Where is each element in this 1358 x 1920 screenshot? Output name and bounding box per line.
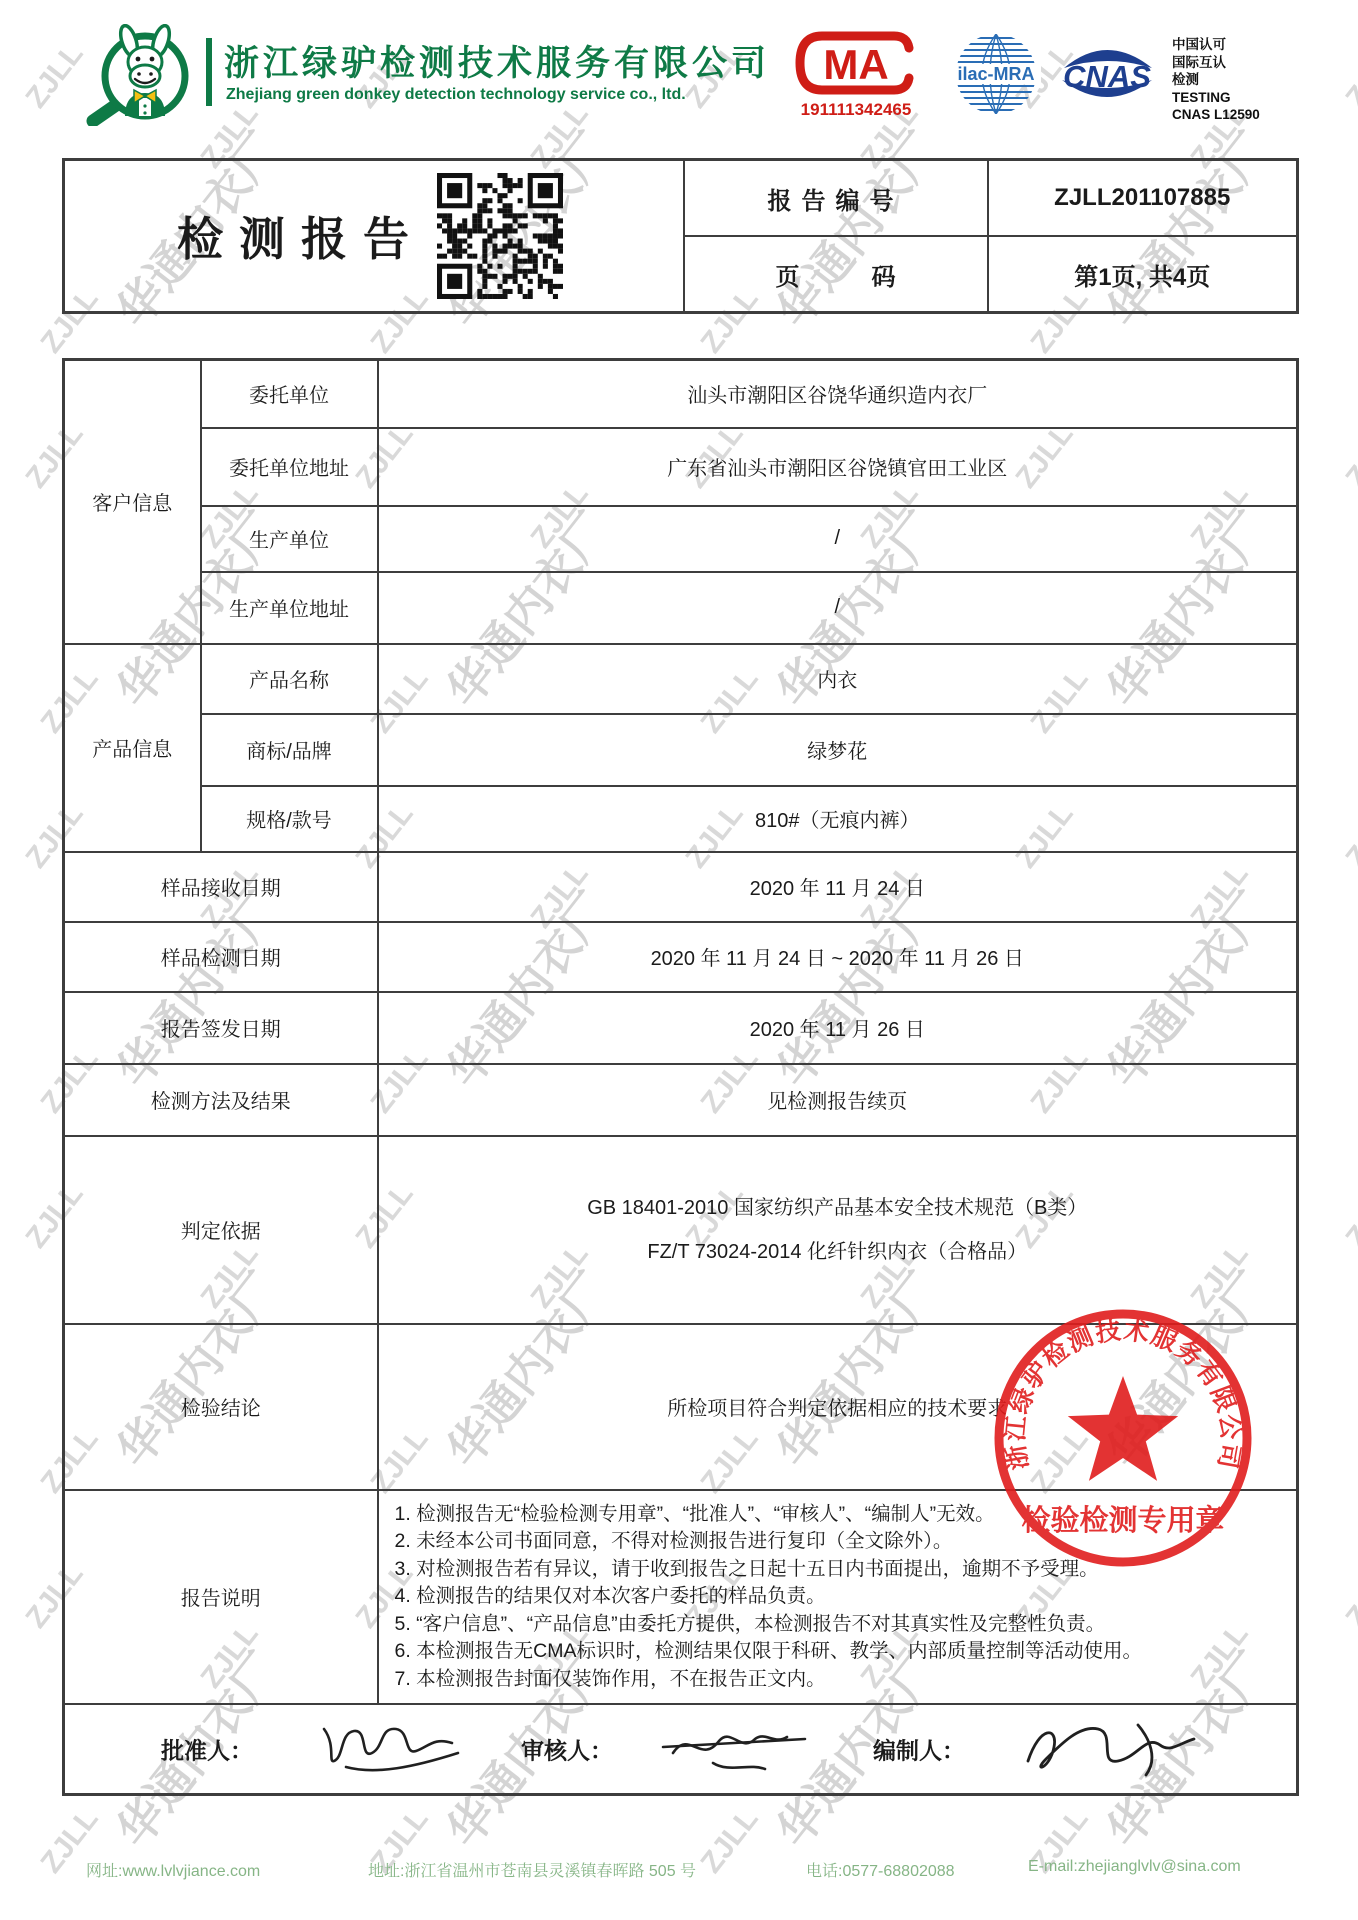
- accreditation-text: [1172, 36, 1260, 124]
- note-item: 5. “客户信息”、“产品信息”由委托方提供，本检测报告不对其真实性及完整性负责。: [394, 1612, 1106, 1635]
- accreditation-line: 检测: [1172, 72, 1199, 87]
- footer-phone: 电话:0577-68802088: [806, 1863, 955, 1880]
- company-name-en: Zhejiang green donkey detection technology service co., ltd.: [226, 86, 686, 103]
- info-table: [62, 358, 1299, 1796]
- row-value: 广东省汕头市潮阳区谷饶镇官田工业区: [378, 428, 1298, 506]
- inspection-stamp: [990, 1305, 1256, 1571]
- donkey-logo-icon: [73, 24, 195, 126]
- row-value: /: [378, 506, 1298, 572]
- row-label: 商标/品牌: [201, 714, 378, 786]
- company-name-cn: 浙江绿驴检测技术服务有限公司: [224, 44, 771, 83]
- row-label: 生产单位: [201, 506, 378, 572]
- ilac-mra-mark-icon: [948, 30, 1044, 118]
- row-value: /: [378, 572, 1298, 644]
- basis-value: [378, 1136, 1298, 1324]
- basis-line-2: FZ/T 73024-2014 化纤针织内衣（合格品）: [647, 1240, 1028, 1263]
- row-label: 样品检测日期: [64, 922, 378, 992]
- accreditation-line: CNAS L12590: [1172, 107, 1260, 122]
- footer-email: E-mail:zhejianglvlv@sina.com: [1028, 1858, 1241, 1875]
- svg-text:ilac-MRA: ilac-MRA: [957, 64, 1035, 84]
- row-label: 检测方法及结果: [64, 1064, 378, 1136]
- approver-signature: [310, 1715, 470, 1781]
- row-label: 检验结论: [64, 1324, 378, 1490]
- row-value: 2020 年 11 月 24 日: [378, 852, 1298, 922]
- row-label: 委托单位地址: [201, 428, 378, 506]
- stamp-star-icon: [1068, 1376, 1178, 1481]
- row-value: 810#（无痕内裤）: [378, 786, 1298, 852]
- row-value: 2020 年 11 月 26 日: [378, 992, 1298, 1064]
- note-item: 1. 检测报告无“检验检测专用章”、“批准人”、“审核人”、“编制人”无效。: [394, 1502, 995, 1525]
- section-product: 产品信息: [64, 644, 201, 852]
- row-value: 见检测报告续页: [378, 1064, 1298, 1136]
- cma-mark-icon: [786, 28, 926, 98]
- footer-website: 网址:www.lvlvjiance.com: [86, 1863, 261, 1880]
- accreditation-line: 国际互认: [1172, 54, 1226, 70]
- svg-text:MA: MA: [823, 41, 889, 88]
- row-label: 判定依据: [64, 1136, 378, 1324]
- note-item: 4. 检测报告的结果仅对本次客户委托的样品负责。: [394, 1585, 826, 1607]
- report-no-value: ZJLL201107885: [1054, 184, 1231, 211]
- row-label: 委托单位: [201, 360, 378, 428]
- row-label: 产品名称: [201, 644, 378, 714]
- note-item: 7. 本检测报告封面仅装饰作用，不在报告正文内。: [394, 1667, 826, 1690]
- note-item: 3. 对检测报告若有异议，请于收到报告之日起十五日内书面提出，逾期不予受理。: [394, 1557, 1099, 1580]
- accreditation-line: 中国认可: [1172, 37, 1226, 52]
- approver-label: 批准人：: [161, 1737, 253, 1764]
- brand-divider: [206, 38, 212, 106]
- note-item: 6. 本检测报告无CMA标识时，检测结果仅限于科研、教学、内部质量控制等活动使用。: [394, 1640, 1143, 1662]
- row-label: 生产单位地址: [201, 572, 378, 644]
- row-value: 汕头市潮阳区谷饶华通织造内衣厂: [378, 360, 1298, 428]
- cma-number: 191111342465: [800, 100, 912, 119]
- svg-text:CNAS: CNAS: [1063, 59, 1151, 94]
- row-label: 报告签发日期: [64, 992, 378, 1064]
- qr-code: [437, 173, 563, 299]
- section-customer: 客户信息: [64, 360, 201, 644]
- row-label: 报告说明: [64, 1490, 378, 1705]
- compiler-signature: [1010, 1715, 1210, 1785]
- row-value: 2020 年 11 月 24 日 ~ 2020 年 11 月 26 日: [378, 922, 1298, 992]
- row-value: 绿梦花: [378, 714, 1298, 786]
- title-block: [62, 158, 1299, 314]
- signature-row: [64, 1704, 1298, 1795]
- row-value: 内衣: [378, 644, 1298, 714]
- stamp-bottom-text: 检验检测专用章: [1021, 1505, 1225, 1537]
- note-item: 2. 未经本公司书面同意，不得对检测报告进行复印（全文除外）。: [394, 1530, 953, 1552]
- conclusion-value: 所检项目符合判定依据相应的技术要求: [378, 1324, 1298, 1490]
- compiler-label: 编制人：: [873, 1737, 965, 1764]
- report-title: 检测报告: [177, 213, 425, 265]
- page-label: 页 码: [775, 263, 896, 291]
- basis-line-1: GB 18401-2010 国家纺织产品基本安全技术规范（B类）: [587, 1196, 1088, 1219]
- stamp-ring-text: 浙江绿驴检测技术服务有限公司: [1001, 1316, 1245, 1473]
- footer-address: 地址:浙江省温州市苍南县灵溪镇春晖路 505 号: [368, 1863, 697, 1880]
- cnas-mark-icon: [1056, 42, 1158, 106]
- row-label: 样品接收日期: [64, 852, 378, 922]
- page-value: 第1页, 共4页: [1074, 263, 1211, 291]
- accreditation-line: TESTING: [1172, 89, 1231, 105]
- reviewer-signature: [655, 1715, 815, 1781]
- report-no-label: 报告编号: [767, 187, 904, 215]
- row-label: 规格/款号: [201, 786, 378, 852]
- reviewer-label: 审核人：: [521, 1737, 613, 1764]
